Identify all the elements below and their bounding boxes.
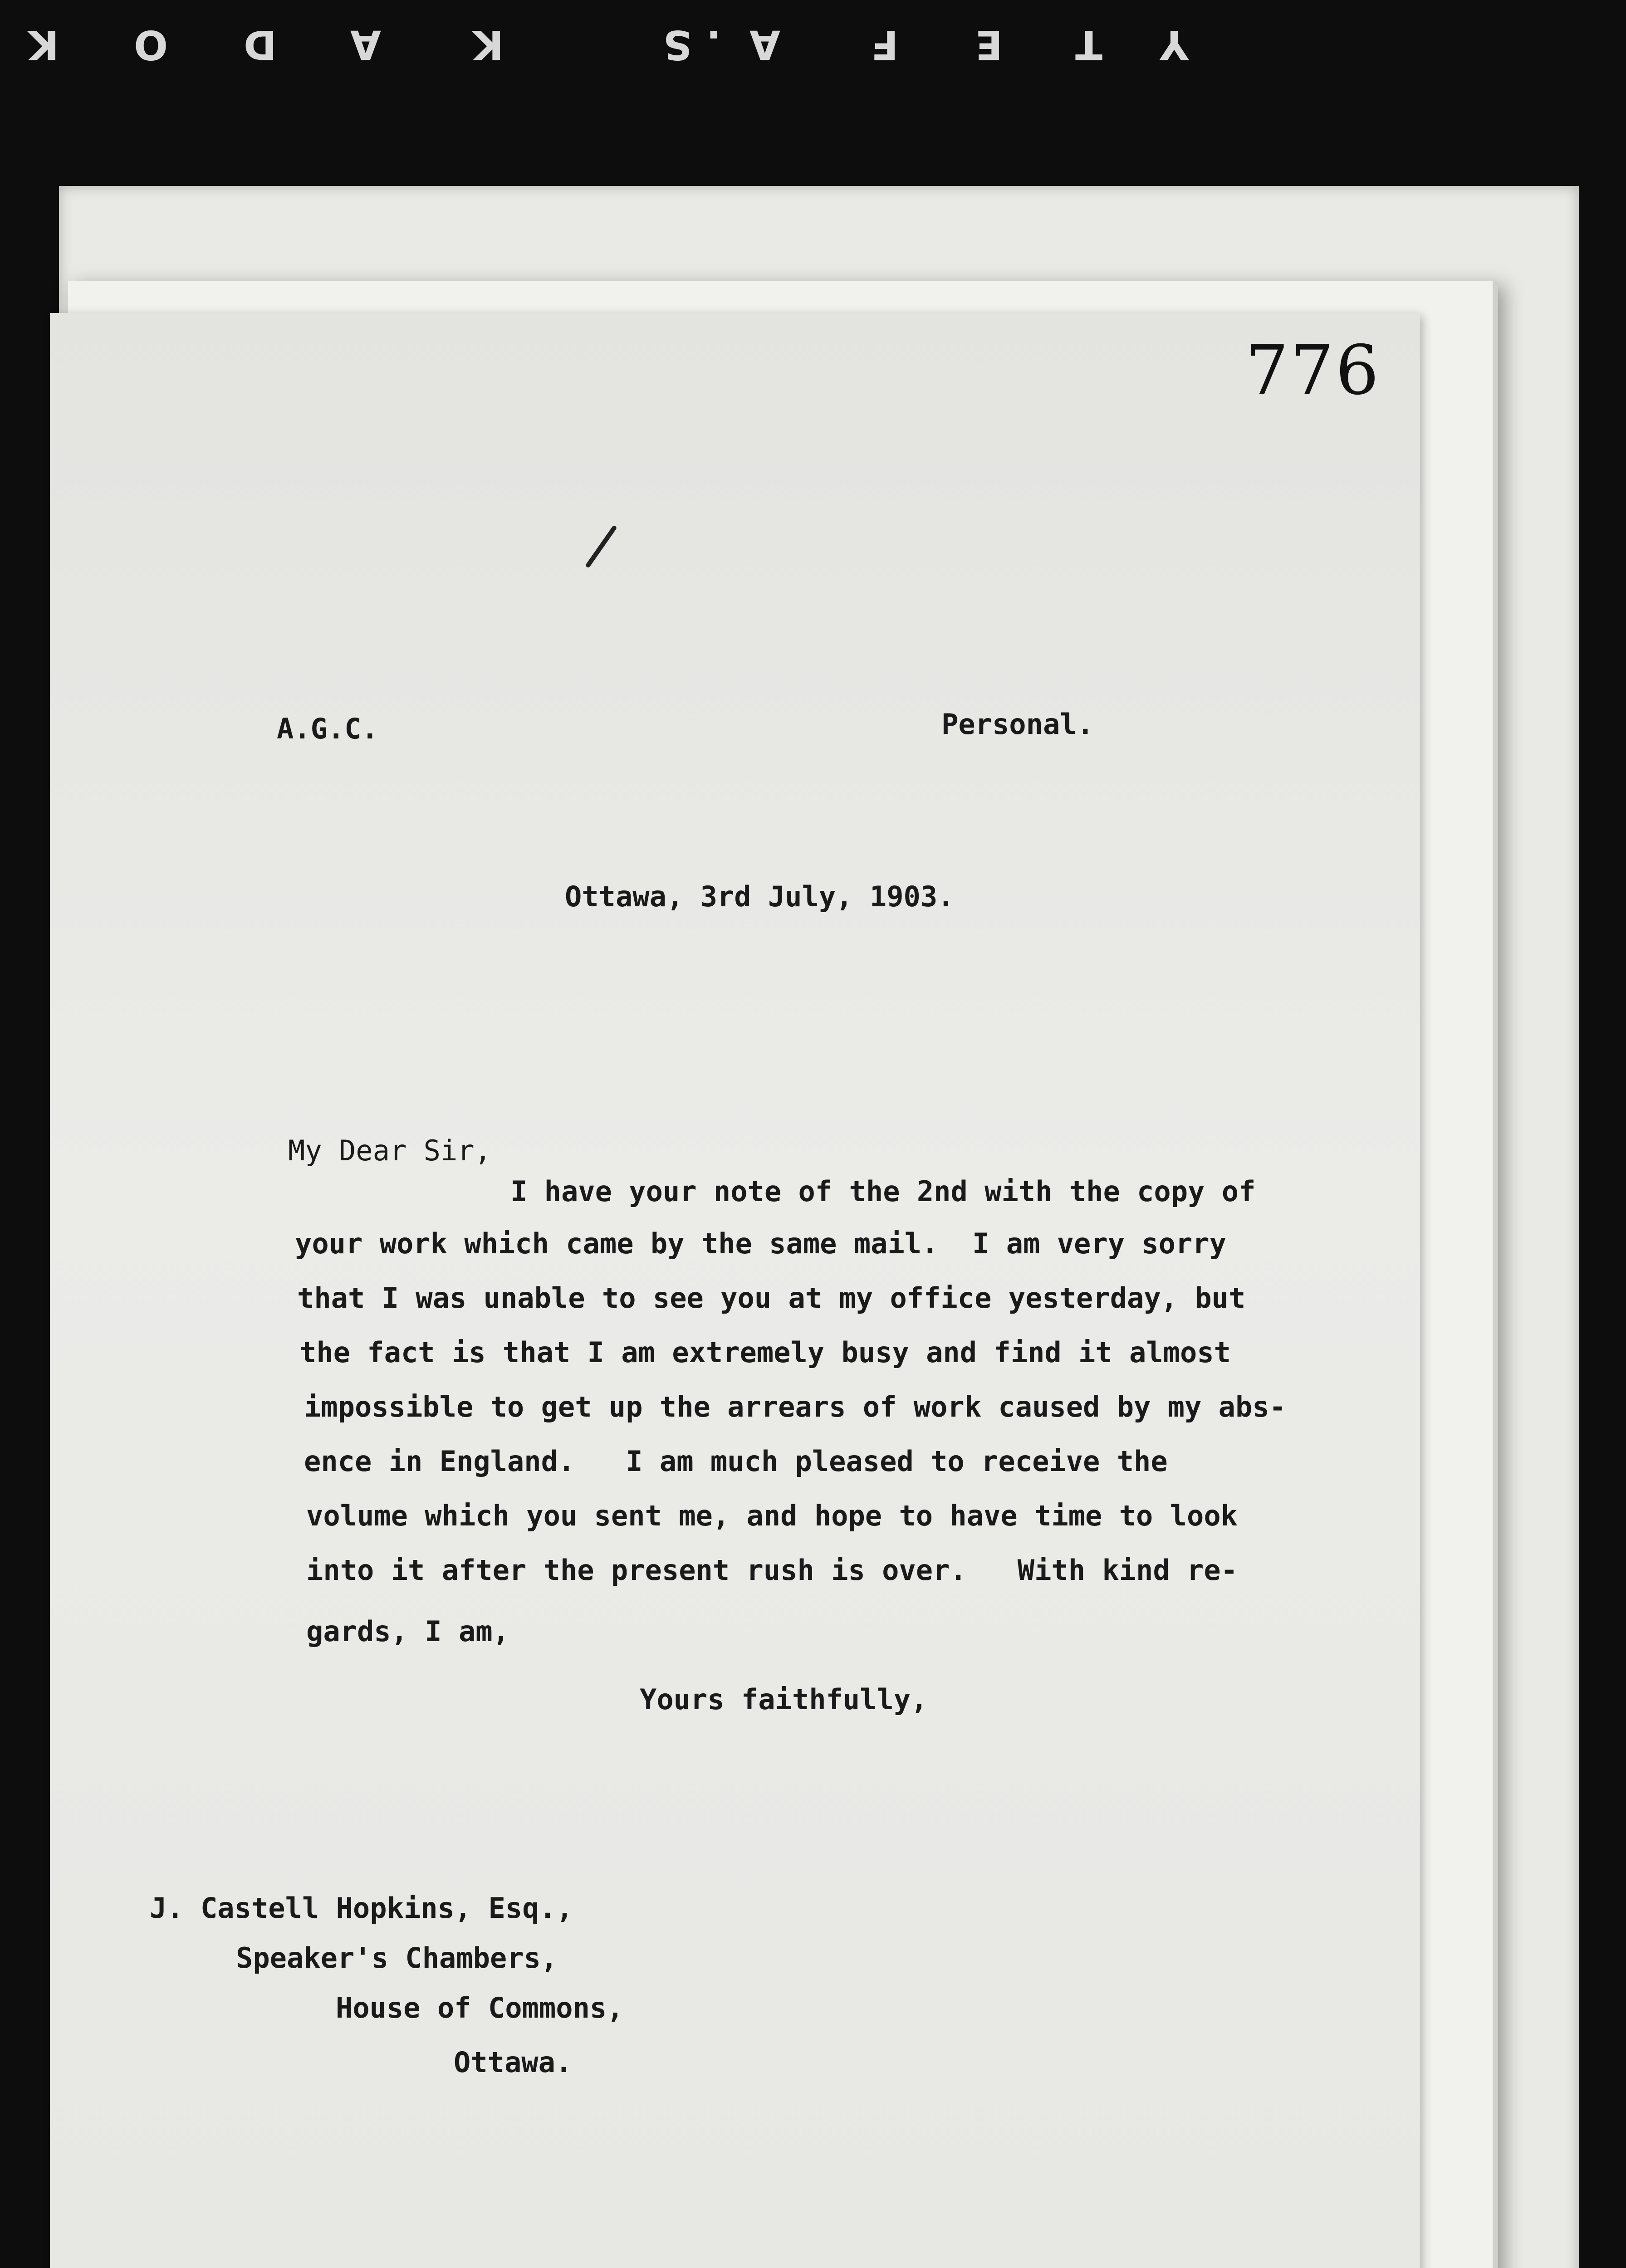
body-line: your work which came by the same mail. I am very sorry [295, 1227, 1226, 1260]
film-edge-char: K [23, 21, 59, 68]
film-edge-marking [0, 14, 1189, 68]
body-line: the fact is that I am extremely busy and find it almost [299, 1336, 1231, 1369]
film-edge-char: A [744, 21, 780, 68]
header-right: Personal. [941, 708, 1094, 741]
address-line: Speaker's Chambers, [236, 1941, 558, 1975]
salutation: My Dear Sir, [288, 1134, 491, 1167]
page-number: 776 [1245, 331, 1381, 410]
body-line: ence in England. I am much pleased to receive the [304, 1445, 1168, 1478]
address-line: Ottawa. [454, 2046, 573, 2079]
header-left: A.G.C. [277, 712, 378, 745]
film-edge-char: K [468, 21, 504, 68]
body-line: I have your note of the 2nd with the copy of [510, 1175, 1256, 1208]
film-edge-char: F [866, 21, 898, 68]
body-line: that I was unable to see you at my office yesterday, but [297, 1281, 1246, 1315]
closing: Yours faithfully, [640, 1683, 928, 1716]
address-line: House of Commons, [336, 1991, 624, 2024]
film-edge-char: A [345, 21, 381, 68]
body-line: volume which you sent me, and hope to have time to look [306, 1499, 1238, 1532]
film-edge-char: . [701, 21, 721, 68]
body-line: gards, I am, [306, 1615, 509, 1648]
body-line: into it after the present rush is over. With kind re- [306, 1554, 1238, 1587]
film-edge-char: D [239, 21, 277, 68]
address-line: J. Castell Hopkins, Esq., [150, 1892, 573, 1925]
film-edge-char: O [129, 21, 168, 68]
body-line: impossible to get up the arrears of work caused by my abs- [304, 1390, 1286, 1423]
dateline: Ottawa, 3rd July, 1903. [565, 880, 955, 913]
film-edge-char: E [970, 21, 1003, 68]
film-edge-char: T [1070, 21, 1102, 68]
film-edge-char: S [658, 21, 692, 68]
film-edge-char: Y [1155, 21, 1189, 68]
